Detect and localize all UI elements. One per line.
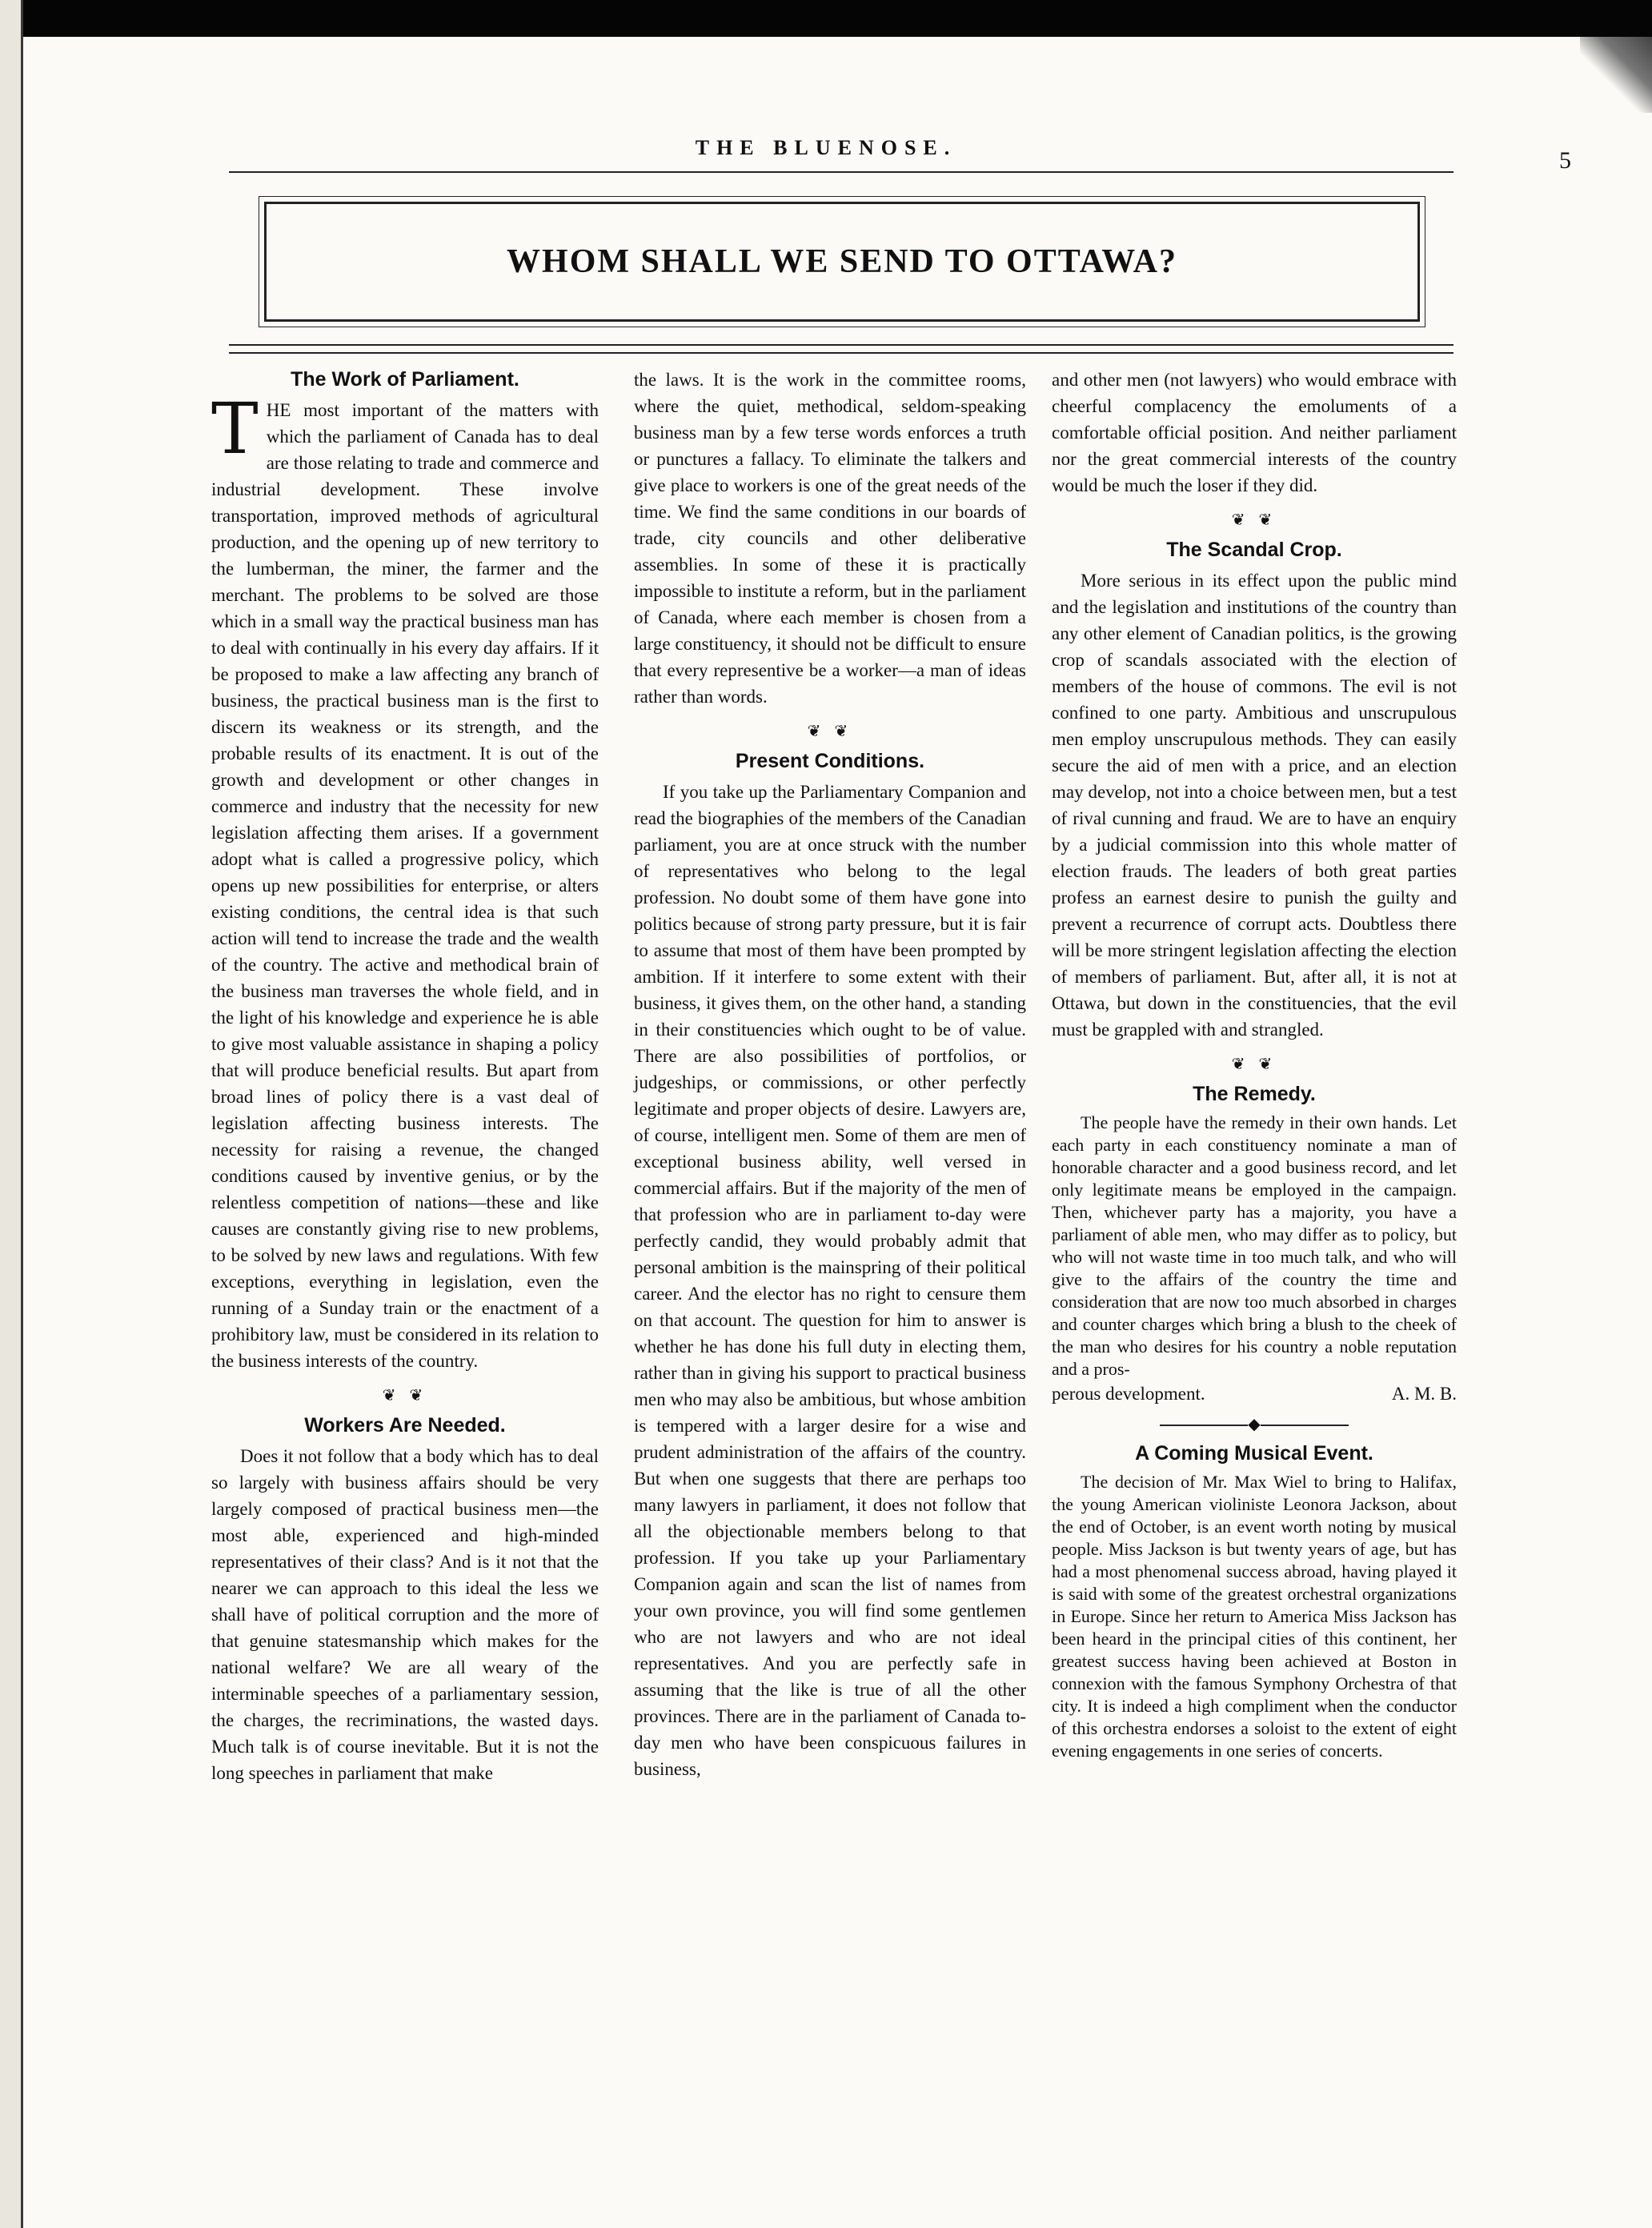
paragraph-present-continued: and other men (not lawyers) who would embrace with cheerful complacency the emoluments of a comfortable official position. And neither parliament nor the great commercial interests of the country would be much the loser if they did. bbox=[1052, 370, 1457, 495]
paragraph-musical-event: The decision of Mr. Max Wiel to bring to Halifax, the young American violiniste Leonora Jackson, about the end of October, is an event worth noting by musical people. Miss Jackson is but twenty years of age, but has had a most phenomenal success abroad, having played it is said with some of the greatest orchestral organizations in Europe. Since her return to America Miss Jackson has been heard in the principal cities of this continent, her greatest success having been achieved at Boston in connexion with the famous Symphony Orchestra of that city. It is indeed a high compliment when the conductor of this orchestra endorses a soloist to the extent of eight evening engagements in one series of concerts. bbox=[1052, 1472, 1457, 1761]
heading-workers-needed: Workers Are Needed. bbox=[304, 1414, 506, 1437]
remedy-last-line: perous development. bbox=[1052, 1384, 1205, 1404]
title-rule-lower bbox=[229, 352, 1454, 354]
paragraph-work-of-parliament bbox=[211, 387, 599, 1374]
paragraph-workers-needed: Does it not follow that a body which has to deal so largely with business affairs should be very largely composed of practical business men—the most able, experienced and high-minded representatives of their class? And is it not that the nearer we can approach to this ideal the less we shall have of political corruption and the more of that genuine statesmanship which makes for the national welfare? We are all weary of the interminable speeches of a parliamentary session, the charges, the recriminations, the wasted days. Much talk is of course inevitable. But it is not the long speeches in parliament that make bbox=[211, 1446, 599, 1783]
top-rule bbox=[229, 171, 1454, 173]
heading-work-of-parliament: The Work of Parliament. bbox=[291, 368, 519, 391]
paragraph-present-conditions: If you take up the Parliamentary Companion and read the biographies of the members of the Canadian parliament, you are at once struck with the number of representatives who belong to the legal profession. No doubt some of them have gone into politics because of strong party pressure, but it is fair to assume that most of them have been prompted by ambition. If it interfere to some extent with their business, it gives them, on the other hand, a standing in their constituencies which ought to be of value. There are also possibilities of portfolios, or judgeships, or commissions, or other perfectly legitimate and proper objects of desire. Lawyers are, of course, intelligent men. Some of them are men of exceptional business ability, well versed in commercial affairs. But if the majority of the men of that profession who are in parliament to-day were perfectly candid, they would probably admit that personal ambition is the mainspring of their political career. And the elector has no right to censure them on that account. The question for him to answer is whether he has done his full duty in electing them, rather than in giving his support to practical business men who may also be ambitious, but whose ambition is tempered with a larger desire for a wise and prudent administration of the affairs of the country. But when one suggests that there are perhaps too many lawyers in parliament, it does not follow that all the objectionable members belong to that profession. If you take up your Parliamentary Companion again and scan the list of names from your own province, you will find some gentlemen who are not lawyers and who are not ideal representatives. And you are perfectly safe in assuming that the like is true of all the other provinces. There are in the parliament of Canada to-day men who have been conspicuous failures in business, bbox=[634, 782, 1026, 1779]
scan-border-left bbox=[0, 0, 23, 2228]
paragraph-remedy: The people have the remedy in their own hands. Let each party in each constituency nominate a man of honorable character and a good business record, and let only legitimate means be employed in the campaign. Then, whichever party has a majority, you have a parliament of able men, who may differ as to policy, but who will not waste time in too much talk, and who will give to the affairs of the country the time and consideration that are now too much absorbed in charges and counter charges which bring a blush to the cheek of the man who desires for his country a noble reputation and a pros- bbox=[1052, 1112, 1457, 1379]
remedy-signature-line bbox=[1052, 1380, 1457, 1407]
author-signature: A. M. B. bbox=[1391, 1384, 1457, 1404]
section-ornament: ❦ ❦ bbox=[1231, 511, 1277, 529]
column-2 bbox=[634, 367, 1026, 1782]
title-box bbox=[264, 202, 1420, 322]
page-number: 5 bbox=[1559, 147, 1571, 174]
drop-cap: T bbox=[211, 387, 259, 470]
article-title: WHOM SHALL WE SEND TO OTTAWA? bbox=[507, 243, 1177, 280]
page-corner-curl bbox=[1580, 37, 1652, 113]
section-ornament: ❦ ❦ bbox=[382, 1387, 428, 1405]
heading-musical-event: A Coming Musical Event. bbox=[1135, 1442, 1373, 1465]
heading-present-conditions: Present Conditions. bbox=[735, 750, 925, 772]
title-rule-upper bbox=[229, 344, 1454, 346]
heading-scandal-crop: The Scandal Crop. bbox=[1166, 539, 1342, 561]
scan-border-top bbox=[0, 0, 1652, 37]
column-1 bbox=[211, 367, 599, 1786]
column-3 bbox=[1052, 367, 1457, 1762]
paragraph-workers-continued: the laws. It is the work in the committee rooms, where the quiet, methodical, seldom-speaking business man by a few terse words enforces a truth or punctures a fallacy. To eliminate the talkers and give place to workers is one of the great needs of the time. We find the same conditions in our boards of trade, city councils and other deliberative assemblies. In some of these it is practically impossible to institute a reform, but in the parliament of Canada, where each member is chosen from a large constituency, it should not be difficult to ensure that every representive be a worker—a man of ideas rather than words. bbox=[634, 370, 1026, 707]
paragraph-scandal-crop: More serious in its effect upon the public mind and the legislation and institutions of the country than any other element of Canadian politics, is the growing crop of scandals associated with the election of members of the house of commons. The evil is not confined to one party. Ambitious and unscrupulous men employ unscrupulous methods. They can easily secure the aid of men with a price, and an election may develop, not into a choice between men, but a test of rival cunning and fraud. We are to have an enquiry by a judicial commission into this whole matter of election frauds. The leaders of both great parties profess an earnest desire to punish the guilty and prevent a recurrence of corrupt acts. Doubtless there will be more stringent legislation affecting the election of members of parliament. But, after all, it is not at Ottawa, but down in the constituencies, that the evil must be grappled with and strangled. bbox=[1052, 571, 1457, 1040]
section-ornament: ❦ ❦ bbox=[1231, 1056, 1277, 1073]
running-head: THE BLUENOSE. bbox=[695, 136, 957, 159]
heading-remedy: The Remedy. bbox=[1193, 1083, 1316, 1105]
paragraph-work-text: HE most important of the matters with which the parliament of Canada has to deal are those relating to trade and commerce and industrial development. These involve transportation, improved methods of agricultural production, and the opening up of new territory to the lumberman, the miner, the farmer and the merchant. The problems to be solved are those which in a small way the practical business man has to deal with continually in his every day affairs. If it be proposed to make a law affecting any branch of business, the practical business man is the first to discern its weakness or its strength, and the probable results of its enactment. It is out of the growth and development or other changes in commerce and industry that the necessity for new legislation affecting them arises. If a government adopt what is called a progressive policy, which opens up new possibilities for enterprise, or alters existing conditions, the central idea is that such action will tend to increase the trade and the wealth of the country. The active and methodical brain of the business man traverses the whole field, and in the light of his knowledge and experience he is able to give most valuable assistance in shaping a policy that will produce beneficial results. But apart from broad lines of policy there is a vast deal of legislation affecting business interests. The necessity for raising a revenue, the changed conditions caused by inventive genius, or by the relentless competition of nations—these and like causes are constantly giving rise to new problems, to be solved by new laws and regulations. With few exceptions, everything in legislation, even the running of a Sunday train or the enactment of a prohibitory law, must be considered in its relation to the business interests of the country. bbox=[211, 400, 599, 1371]
section-ornament: ❦ ❦ bbox=[807, 723, 853, 740]
divider-mark: ◆ bbox=[1248, 1416, 1261, 1433]
section-divider bbox=[1052, 1415, 1457, 1434]
